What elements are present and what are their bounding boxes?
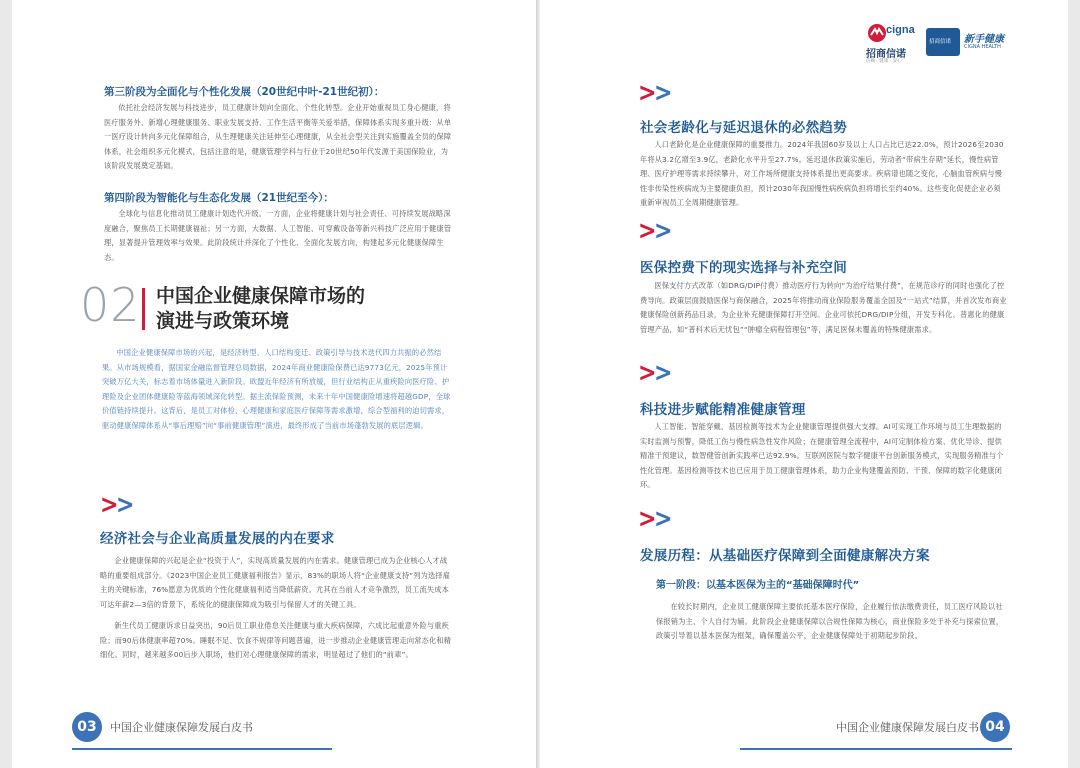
health-logo-badge-text: 招商信诺 (929, 39, 952, 45)
aging-text: 人口老龄化是企业健康保障的重要推力。2024年我国60岁及以上人口占比已达22.0%，预计2026至2030年将从3.2亿增至3.9亿，老龄化水平升至27.7%。延迟退休政策实施后，劳动者“带病生存期”延长，慢性病管理、医疗护理等需求持续攀升，对工作场所健康支持体系提出更高要求。疾病谱也随之变化，心脑血管疾病与慢性非传染性疾病成为主要健康负担，预计2030年我国慢性病疾病负担将增长至约40%。这些变化促使企业必须重新审视员工全周期健康管理。 (640, 140, 1004, 207)
stage4-heading: 第四阶段为智能化与生态化发展（21世纪至今）： (104, 192, 334, 204)
cigna-logo (860, 22, 920, 66)
stage3-text: 依托社会经济发展与科技进步，员工健康计划向全面化、个性化转型。企业开始重视员工身心健康，将医疗服务外、新增心理健康服务、职业发展支持、工作生活平衡等关爱举措，保障体系实现多重升级：从单一医疗设计转向多元化保障组合，从生理健康关注延伸至心理健康，从全社会型关注到实施覆盖全员的保障体系，社会组织多元化模式，包括注意的是，健康管理学科与行业于20世纪50年代发源于美国保险业，为该阶段发展奠定基础。 (104, 103, 452, 170)
chevron-icon (638, 506, 670, 532)
chevron-red: > (100, 490, 116, 520)
chevron-blue: > (653, 78, 670, 108)
health-logo (964, 30, 1034, 56)
economy-para1: 企业健康保障的兴起是企业“投资于人”，实现高质量发展的内在需求。健康管理已成为企业核心人才战略的重要组成部分。《2023中国企业员工健康福利报告》显示，83%的职场人将“企业健康支持”列为选择雇主的关键标准，76%愿意为优质的个性化健康福利适当降低薪资。尤其在当前人才竞争激烈，员工流失成本可达年薪2—3倍的背景下，系统化的健康保障成为吸引与保留人才的关键工具。 (100, 556, 451, 609)
economy-para2: 新生代员工健康诉求日益突出，90后员工职业倦怠关注健康与重大疾病保障，六成比起重意外险与重疾险；而90后体健康率超70%。睡眠不足、饮食不规律等问题普遍，进一步推动企业健康管理走向常态化和精细化。同时，越来越多00后步入职场，他们对心理健康保障的需求，明显超过了他们的“前辈”。 (100, 621, 452, 659)
section-title-economy: 经济社会与企业高质量发展的内在要求 (100, 531, 335, 547)
stage4-text: 全球化与信息化推动员工健康计划迭代升级。一方面，企业将健康计划与社会责任、可持续发展战略深度融合，聚焦员工长期健康福祉；另一方面，大数据、人工智能、可穿戴设备等新兴科技广泛应用于健康管理，显著提升管理效率与效果。此阶段统计并深化了个性化、全面化发展方向，构建起多元化健康保障生态。 (104, 209, 452, 262)
footer-line-right (740, 748, 1012, 750)
chapter-title-line1: 中国企业健康保障市场的 (156, 285, 366, 307)
cigna-name: 招商信诺 (866, 49, 906, 60)
chevron-blue: > (653, 504, 670, 534)
technology-text: 人工智能、智能穿戴、基因检测等技术为企业健康管理提供强大支撑。AI可实现工作环境与员工生理数据的实时监测与预警，降低工伤与慢性病急性发作风险；在健康管理全流程中，AI可定制体检方案、优化导诊、提供精准干预建议，数智健管创新实践率已达92.9%。互联网医院与数字健康平台创新服务模式，实现服务精准与个性化管理。基因检测等技术也已应用于员工健康管理体系，助力企业构建覆盖预防、干预、保障的数字化健康闭环。 (640, 422, 1004, 489)
footer-book-title-right: 中国企业健康保障发展白皮书 (836, 721, 979, 734)
chevron-icon (638, 218, 670, 244)
chevron-blue: > (115, 490, 132, 520)
footer-book-title-left: 中国企业健康保障发展白皮书 (110, 721, 253, 734)
stage1-heading: 第一阶段：以基本医保为主的“基础保障时代” (656, 580, 860, 591)
chevron-red: > (638, 216, 654, 246)
footer-line-left (72, 748, 332, 750)
chevron-blue: > (653, 358, 670, 388)
chapter-title (156, 284, 365, 334)
cigna-slogan: 信赖 · 健康 · 安心 (866, 59, 902, 64)
section-title-aging: 社会老龄化与延迟退休的必然趋势 (640, 120, 847, 136)
page-number-right: 04 (980, 712, 1010, 742)
cigna-brand: cigna (886, 24, 915, 36)
chevron-red: > (638, 358, 654, 388)
stage3-heading: 第三阶段为全面化与个性化发展（20世纪中叶-21世纪初）： (104, 86, 385, 98)
chevron-icon (100, 492, 132, 518)
section-title-insurance: 医保控费下的现实选择与补充空间 (640, 260, 847, 276)
chevron-icon (638, 360, 670, 386)
chevron-red: > (638, 78, 654, 108)
chapter-number: 02 (80, 278, 141, 332)
chevron-blue: > (653, 216, 670, 246)
section-title-history: 发展历程：从基础医疗保障到全面健康解决方案 (640, 548, 930, 564)
chapter-divider (142, 288, 145, 330)
cigna-mark-icon (866, 22, 888, 44)
chapter-title-line2: 演进与政策环境 (156, 310, 290, 332)
right-page (540, 0, 1068, 768)
health-name: 新手健康 (964, 34, 1004, 45)
chevron-red: > (638, 504, 654, 534)
health-logo-badge (926, 28, 960, 56)
page-number-left: 03 (72, 712, 102, 742)
section-title-technology: 科技进步赋能精准健康管理 (640, 402, 806, 418)
left-page (12, 0, 540, 768)
chevron-icon (638, 80, 670, 106)
health-en: CIGNA HEALTH (964, 44, 1001, 50)
history-text: 在较长时期内，企业员工健康保障主要依托基本医疗保险，企业履行依法缴费责任，员工医疗风险以社保报销为主、个人自付为辅。此阶段企业健康保障以合规性保障为核心，商业保险多处于补充与探索位置，政策引导着以基本医保为框架，确保覆盖公平，企业健康保障处于初期起步阶段。 (656, 602, 1004, 640)
chapter-intro-text: 中国企业健康保障市场的兴起，是经济转型、人口结构变迁、政策引导与技术迭代四力共振的必然结果。从市场规模看，据国家金融监督管理总局数据，2024年商业健康险保费已达9773亿元，2025年预计突破万亿大关，标志着市场体量进入新阶段。欧盟近年经济有所放缓，但行业结构正从重疾险向医疗险、护理险及企业团体健康险等蓝海领域深化转型。据主流保险预测，未来十年中国健康险增速将超越GDP，全球价值链持续提升。这背后，是员工对体检、心理健康和家庭医疗保障等需求激增，综合型福利的迫切需求，驱动健康保障体系从“事后理赔”向“事前健康管理”演进，最终形成了当前市场蓬勃发展的底层逻辑。 (102, 348, 451, 430)
insurance-text: 医保支付方式改革（如DRG/DIP付费）推动医疗行为转向“为治疗结果付费”，在规范诊疗的同时也强化了控费导向。政策层面鼓励医保与商保融合，2025年将推动商业保险服务覆盖全国及“一站式”结算，并首次发布商业健康保险创新药品目录，为企业补充健康保障打开空间。企业可依托DRG/DIP分组，开发专科化、普惠化的健康管理产品，如“普科术后无忧包”“肿瘤全病程管理包”等，满足医保未覆盖的特殊健康需求。 (640, 281, 1007, 334)
